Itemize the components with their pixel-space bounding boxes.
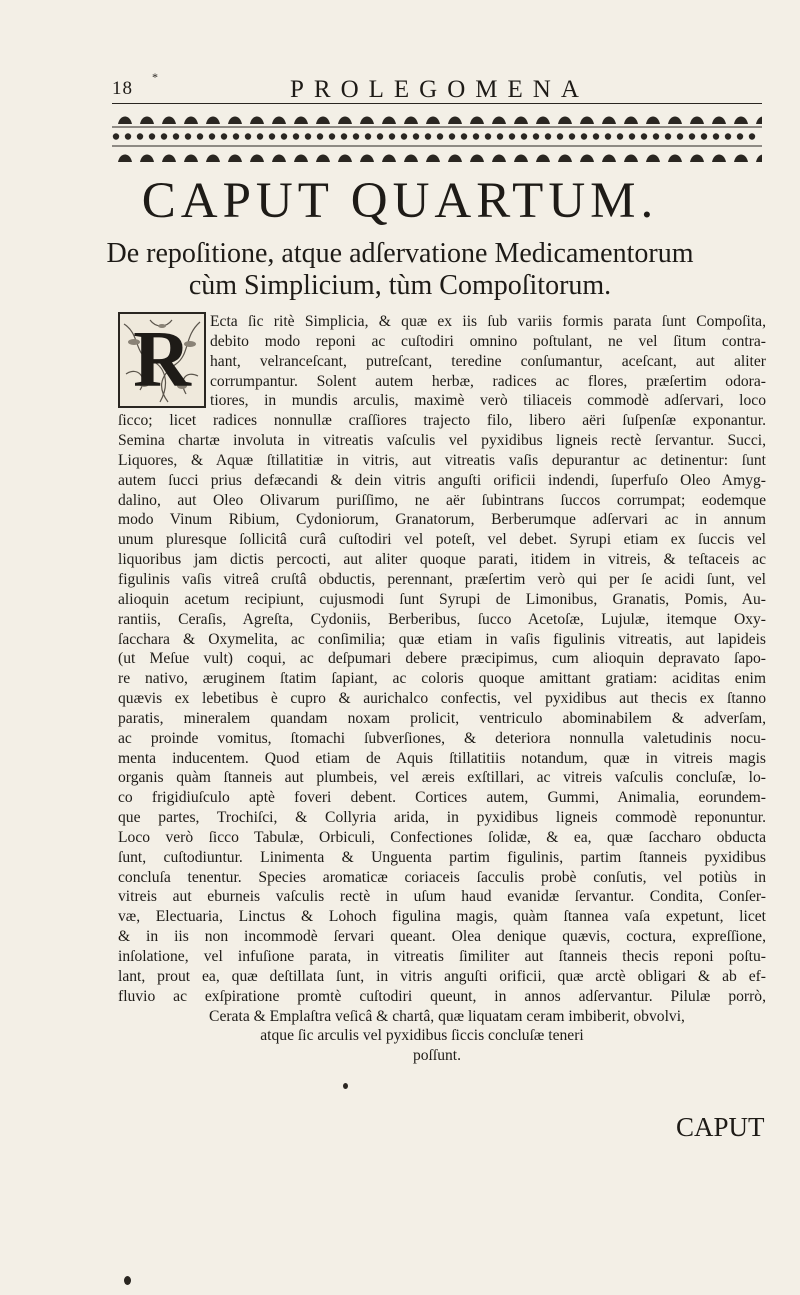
chapter-title: CAPUT QUARTUM. xyxy=(141,173,659,229)
initial-letter: R xyxy=(133,316,191,404)
text-line: ſicco; licet radices nonnullæ craſſiores trajecto filo, libero aëri ſuſpenſæ exponantur. xyxy=(118,412,766,430)
text-line: Ecta ſic ritè Simplicia, & quæ ex iis ſub variis formis parata ſunt Compoſita, xyxy=(210,313,766,330)
body-text xyxy=(118,312,766,1066)
chapter-subtitle-line-2: cùm Simplicium, tùm Compoſitorum. xyxy=(188,270,612,301)
text-line: ac proinde vomitus, ſtomachi ſubverſiones, & deteriora nonnulla valetudinis nocu- xyxy=(118,729,766,747)
text-line: autem ſucci prius defæcandi & dein vitris anguſti orificii indendi, ſuperfuſo Oleo Amyg- xyxy=(118,471,766,489)
head-rule xyxy=(112,103,762,104)
text-line: quævis ex lebetibus è cupro & aurichalco confectis, vel pyxidibus aut thecis ex ſtanno xyxy=(118,690,766,708)
text-line: lant, prout ea, quæ deſtillata ſunt, in vitris anguſti orificii, quæ arctè obligari & ab ef- xyxy=(118,967,766,985)
catchword: CAPUT xyxy=(676,1112,765,1142)
text-line: Loco verò ſicco Tabulæ, Orbiculi, Confectiones ſolidæ, & ea, quæ ſaccharo obducta xyxy=(118,828,766,846)
text-line: concluſa tenentur. Species aromaticæ coriaceis ſacculis probè conſutis, vel potiùs in xyxy=(118,868,766,886)
text-line: inſolatione, vel infuſione parata, in vitreatis ſimiliter aut ſtanneis thecis reponi poſtu- xyxy=(118,948,766,965)
text-line: figulinis vaſis vitreâ cruſtâ obductis, perennant, præſertim verò qui per ſe acidi ſunt, vel xyxy=(118,570,766,588)
signature-mark: * xyxy=(152,70,158,84)
text-line: ſunt, cuſtodiuntur. Linimenta & Unguenta partim figulinis, partim ſtanneis pyxidibus xyxy=(118,848,766,866)
text-line: poſſunt. xyxy=(412,1047,462,1065)
ink-spot xyxy=(343,1083,348,1089)
text-line: Cerata & Emplaſtra veſicâ & chartâ, quæ liquatam ceram imbiberit, obvolvi, xyxy=(209,1007,685,1025)
text-line: debito modo reponi ac cuſtodiri omnino poſtulant, ne vel ſitum contra- xyxy=(210,332,766,350)
text-line: væ, Electuaria, Linctus & Lohoch figulina magis, quàm ſtannea vaſa expetunt, licet xyxy=(118,908,766,926)
text-line: organis quàm ſtanneis aut plumbeis, vel æreis exſtillari, ac vitreis vaſculis concluſæ, lo- xyxy=(118,769,766,787)
text-line: Liquores, & Aquæ ſtillatitiæ in vitris, aut vitreatis vaſis depurantur ac detinentur: ſunt xyxy=(118,451,766,469)
running-title: PROLEGOMENA xyxy=(290,76,589,103)
text-line: paratis, mineralem quandam noxam prolicit, ventriculo abominabilem & adverſam, xyxy=(118,709,766,727)
ornament-band xyxy=(112,110,762,166)
text-line: Semina chartæ involuta in vitreatis vaſculis vel pyxidibus ligneis rectè ſervantur. Succi, xyxy=(118,432,766,450)
text-line: fluvio ac exſpiratione promtè cuſtodiri queunt, in annos adſervantur. Pilulæ porrò, xyxy=(118,987,766,1005)
chapter-subtitle-line-1: De repoſitione, atque adſervatione Medicamentorum xyxy=(106,238,694,269)
text-line: menta inducentem. Quod etiam de Aquis ſtillatitiis notandum, quæ in vitreis magis xyxy=(118,749,766,767)
text-line: tiores, in mundis arculis, maximè verò tiliaceis commodè adſervari, loco xyxy=(210,392,766,410)
text-line: (ut Meſue vult) coqui, ac deſpumari debere præcipimus, cum alioquin depravato ſapo- xyxy=(118,650,766,668)
text-line: & in iis non incommodè ſervari queant. Olea denique quævis, coctura, expreſſione, xyxy=(118,928,766,946)
text-line: unum pluresque ſollicitâ curâ cuſtodiri vel poteſt, vel debet. Syrupi etiam ex ſuccis vel xyxy=(118,531,766,549)
text-line: hant, velranceſcant, putreſcant, teredine conſumantur, aceſcant, aut aliter xyxy=(210,352,766,370)
ink-spot xyxy=(124,1276,131,1285)
text-line: alioquin acetum recipiunt, cujusmodi ſunt Syrupi de Limonibus, Granatis, Pomis, Au- xyxy=(118,590,766,608)
text-line: atque ſic arculis vel pyxidibus ſiccis concluſæ teneri xyxy=(260,1027,584,1045)
text-line: que partes, Trochiſci, & Collyria arida, in pyxidibus ligneis commodè reponuntur. xyxy=(118,809,766,827)
text-line: dalino, aut Oleo Olivarum puriſſimo, ne aër ſubintrans ſuccos corrumpat; eodemque xyxy=(118,491,766,509)
running-head xyxy=(112,70,612,106)
text-line: modo Vinum Ribium, Cydoniorum, Granatorum, Berberumque adſervari ac in annum xyxy=(118,511,766,529)
page-number: 18 xyxy=(112,78,133,99)
text-line: liquoribus jam dictis percocti, aut aliter quoque parati, itidem in vitreis, & teſtaceis ac xyxy=(118,551,766,569)
text-line: re nativo, æruginem ſtatim ſapiant, ac coloris quoque amittant gratiam: aciditas enim xyxy=(118,670,766,688)
text-line: corrumpantur. Solent autem herbæ, radices ac flores, præſertim odora- xyxy=(210,372,766,390)
text-line: ſacchara & Oxymelita, ac conſimilia; quæ etiam in vaſis figulinis vitreatis, aut lapideis xyxy=(118,630,766,648)
text-line: rantiis, Ceraſis, Agreſta, Cydoniis, Berberibus, ſucco Acetoſæ, Lujulæ, itemque Oxy- xyxy=(118,610,766,628)
text-line: vitreis aut eburneis vaſculis rectè in uſum haud evanidæ ſervantur. Condita, Conſer- xyxy=(118,888,766,906)
text-line: co frigidiuſculo aptè foveri debent. Cortices autem, Gummi, Animalia, eorundem- xyxy=(118,789,766,807)
